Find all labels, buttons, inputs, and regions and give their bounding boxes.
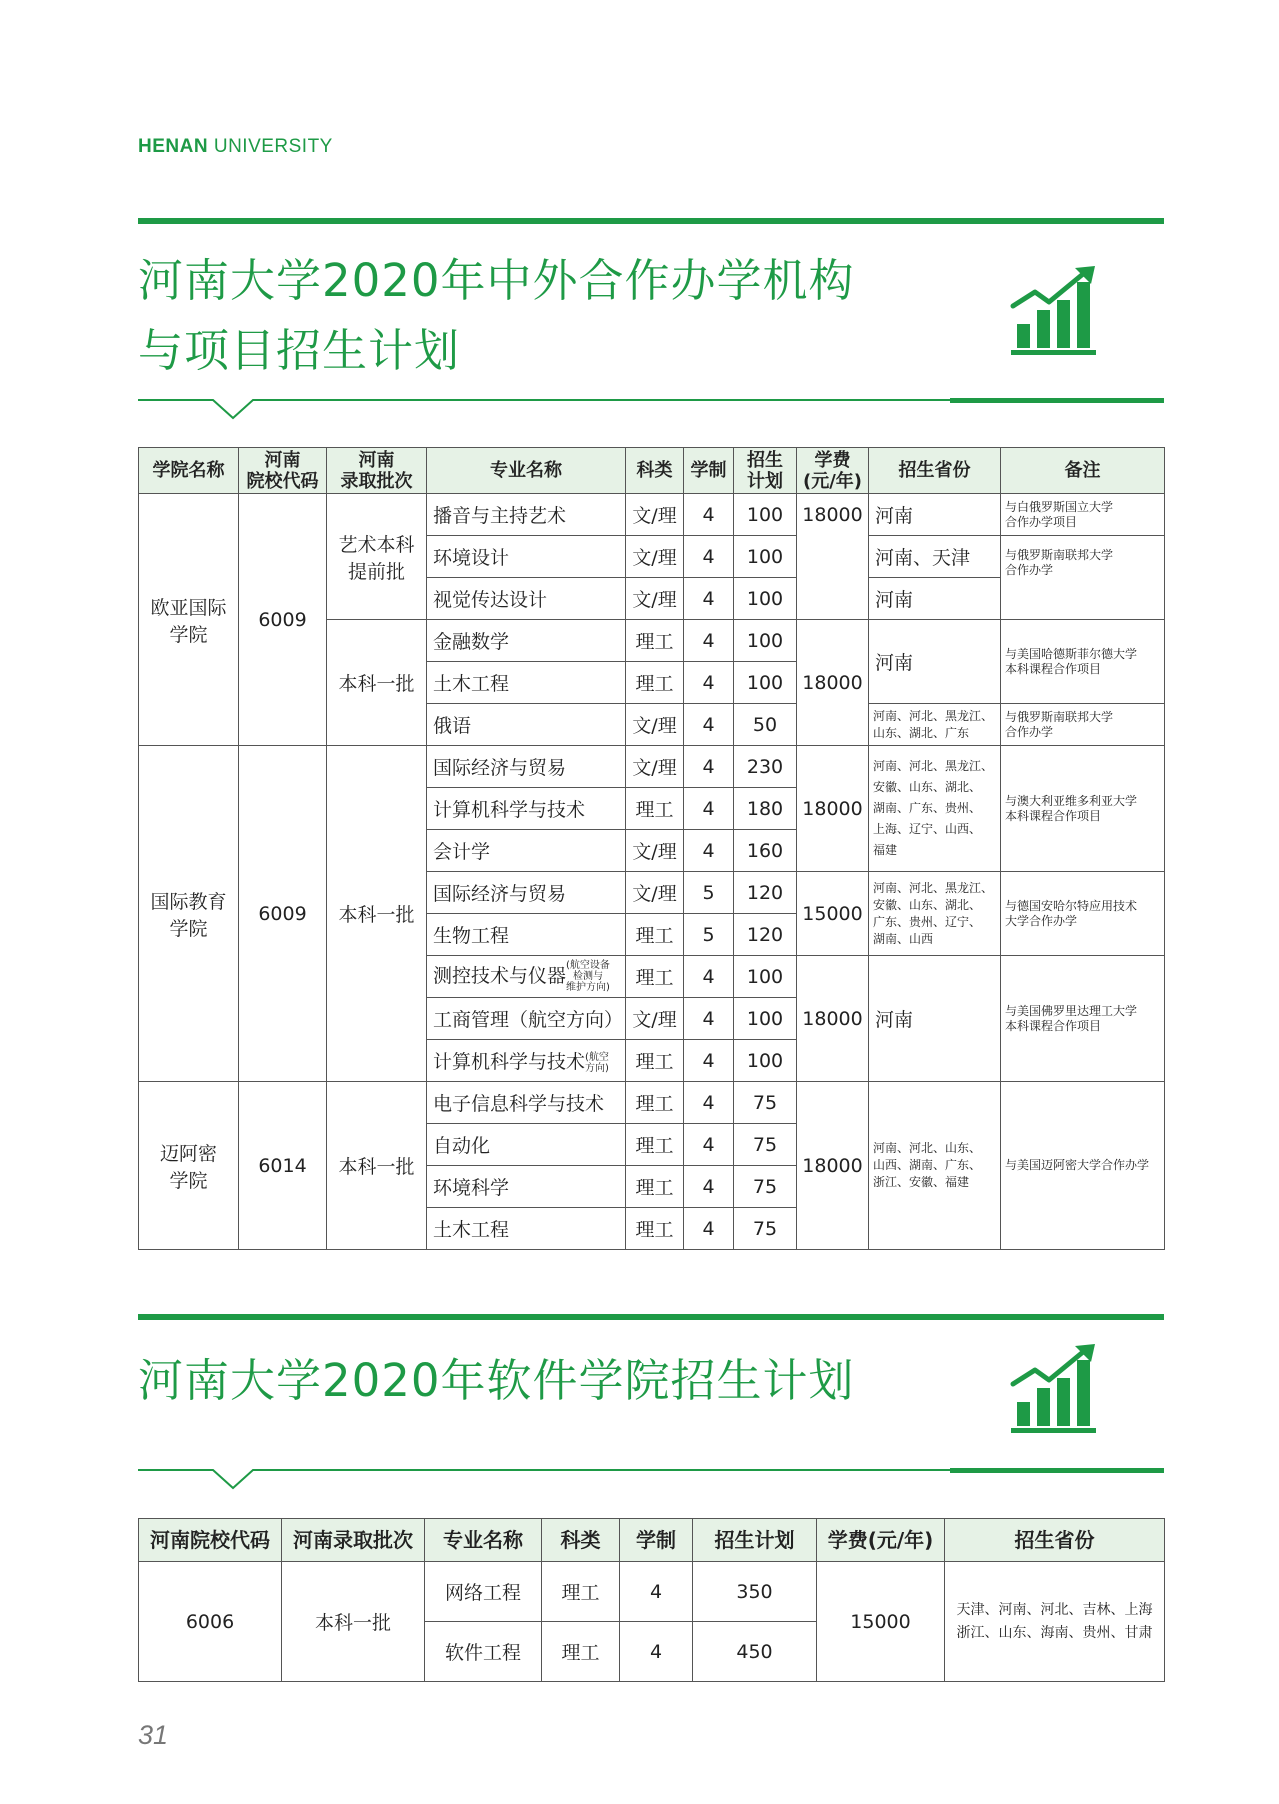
code-cell: 6009 — [239, 494, 327, 746]
section1-top-rule — [138, 218, 1164, 224]
plan-cell: 100 — [734, 998, 797, 1040]
brand-header: HENAN UNIVERSITY — [138, 136, 333, 157]
section1-separator — [138, 396, 1164, 420]
college-cell: 迈阿密 学院 — [139, 1082, 239, 1250]
major-cell: 电子信息科学与技术 — [427, 1082, 626, 1124]
header-plan: 招生 计划 — [734, 448, 797, 494]
province-cell: 河南、河北、黑龙江、 安徽、山东、湖北、 广东、贵州、辽宁、 湖南、山西 — [869, 872, 1001, 956]
major-name: 计算机科学与技术 — [433, 1051, 586, 1073]
table-row — [139, 1082, 1165, 1124]
joint-program-table — [138, 447, 1165, 1250]
header-notes: 备注 — [1001, 448, 1165, 494]
software-college-table — [138, 1518, 1165, 1682]
category-cell: 理工 — [626, 1082, 684, 1124]
header-major: 专业名称 — [427, 448, 626, 494]
header-provinces: 招生省份 — [869, 448, 1001, 494]
section2-top-rule — [138, 1314, 1164, 1320]
category-cell: 文/理 — [626, 494, 684, 536]
major-cell: 视觉传达设计 — [427, 578, 626, 620]
note-cell: 与美国哈德斯菲尔德大学 本科课程合作项目 — [1001, 620, 1165, 704]
category-cell: 理工 — [542, 1622, 620, 1682]
fee-cell: 18000 — [797, 1082, 869, 1250]
fee-cell: 18000 — [797, 956, 869, 1082]
batch-cell: 本科一批 — [327, 746, 427, 1082]
province-cell: 天津、河南、河北、吉林、上海 浙江、山东、海南、贵州、甘肃 — [945, 1562, 1165, 1682]
header-major: 专业名称 — [425, 1519, 542, 1562]
major-cell: 国际经济与贸易 — [427, 746, 626, 788]
duration-cell: 4 — [684, 620, 734, 662]
category-cell: 文/理 — [626, 578, 684, 620]
major-name: 测控技术与仪器 — [433, 965, 567, 987]
plan-cell: 100 — [734, 662, 797, 704]
fee-cell: 18000 — [797, 746, 869, 872]
category-cell: 理工 — [626, 914, 684, 956]
plan-cell: 75 — [734, 1208, 797, 1250]
major-cell: 网络工程 — [425, 1562, 542, 1622]
duration-cell: 5 — [684, 872, 734, 914]
major-cell: 金融数学 — [427, 620, 626, 662]
plan-cell: 100 — [734, 956, 797, 998]
province-cell: 河南、河北、黑龙江、 安徽、山东、湖北、 湖南、广东、贵州、 上海、辽宁、山西、 福建 — [869, 746, 1001, 872]
plan-cell: 100 — [734, 494, 797, 536]
major-cell: 生物工程 — [427, 914, 626, 956]
province-cell: 河南 — [869, 956, 1001, 1082]
duration-cell: 4 — [684, 1040, 734, 1082]
province-cell: 河南 — [869, 620, 1001, 704]
major-cell: 计算机科学与技术 — [427, 788, 626, 830]
province-cell: 河南、天津 — [869, 536, 1001, 578]
major-cell: 会计学 — [427, 830, 626, 872]
header-provinces: 招生省份 — [945, 1519, 1165, 1562]
fee-cell: 18000 — [797, 620, 869, 746]
header-code: 河南 院校代码 — [239, 448, 327, 494]
major-cell: 环境设计 — [427, 536, 626, 578]
category-cell: 理工 — [542, 1562, 620, 1622]
plan-cell: 100 — [734, 620, 797, 662]
duration-cell: 4 — [684, 536, 734, 578]
code-cell: 6006 — [139, 1562, 282, 1682]
major-cell: 土木工程 — [427, 1208, 626, 1250]
batch-cell: 本科一批 — [282, 1562, 425, 1682]
header-plan: 招生计划 — [693, 1519, 817, 1562]
code-cell: 6009 — [239, 746, 327, 1082]
duration-cell: 5 — [684, 914, 734, 956]
note-cell: 与美国佛罗里达理工大学 本科课程合作项目 — [1001, 956, 1165, 1082]
header-batch: 河南 录取批次 — [327, 448, 427, 494]
province-cell: 河南 — [869, 578, 1001, 620]
plan-cell: 100 — [734, 536, 797, 578]
batch-cell: 本科一批 — [327, 1082, 427, 1250]
category-cell: 文/理 — [626, 872, 684, 914]
category-cell: 理工 — [626, 662, 684, 704]
header-fee: 学费 (元/年) — [797, 448, 869, 494]
table-row — [139, 1562, 1165, 1622]
fee-cell: 18000 — [797, 494, 869, 620]
duration-cell: 4 — [684, 1124, 734, 1166]
major-cell: 国际经济与贸易 — [427, 872, 626, 914]
plan-cell: 75 — [734, 1166, 797, 1208]
plan-cell: 100 — [734, 578, 797, 620]
category-cell: 文/理 — [626, 536, 684, 578]
note-cell: 与澳大利亚维多利亚大学 本科课程合作项目 — [1001, 746, 1165, 872]
section2-title: 河南大学2020年软件学院招生计划 — [138, 1354, 855, 1407]
major-cell: 工商管理（航空方向） — [427, 998, 626, 1040]
college-cell: 国际教育 学院 — [139, 746, 239, 1082]
plan-cell: 75 — [734, 1124, 797, 1166]
note-cell: 与美国迈阿密大学合作办学 — [1001, 1082, 1165, 1250]
category-cell: 文/理 — [626, 704, 684, 746]
plan-cell: 230 — [734, 746, 797, 788]
major-cell: 播音与主持艺术 — [427, 494, 626, 536]
duration-cell: 4 — [684, 1166, 734, 1208]
province-cell: 河南 — [869, 494, 1001, 536]
header-category: 科类 — [542, 1519, 620, 1562]
major-note: (航空 方向) — [585, 1051, 609, 1074]
header-duration: 学制 — [684, 448, 734, 494]
category-cell: 理工 — [626, 620, 684, 662]
duration-cell: 4 — [620, 1562, 693, 1622]
header-batch: 河南录取批次 — [282, 1519, 425, 1562]
header-category: 科类 — [626, 448, 684, 494]
header-code: 河南院校代码 — [139, 1519, 282, 1562]
province-cell: 河南、河北、山东、 山西、湖南、广东、 浙江、安徽、福建 — [869, 1082, 1001, 1250]
fee-cell: 15000 — [817, 1562, 945, 1682]
plan-cell: 120 — [734, 872, 797, 914]
growth-chart-icon — [1005, 1340, 1105, 1440]
section1-title-line2: 与项目招生计划 — [138, 324, 461, 377]
plan-cell: 50 — [734, 704, 797, 746]
section1-title-line1: 河南大学2020年中外合作办学机构 — [138, 254, 855, 307]
category-cell: 文/理 — [626, 830, 684, 872]
major-cell: 土木工程 — [427, 662, 626, 704]
major-cell — [427, 956, 626, 998]
major-cell: 软件工程 — [425, 1622, 542, 1682]
header-fee: 学费(元/年) — [817, 1519, 945, 1562]
plan-cell: 75 — [734, 1082, 797, 1124]
category-cell: 文/理 — [626, 998, 684, 1040]
duration-cell: 4 — [684, 746, 734, 788]
category-cell: 理工 — [626, 1208, 684, 1250]
category-cell: 理工 — [626, 1040, 684, 1082]
category-cell: 理工 — [626, 1166, 684, 1208]
note-cell: 与俄罗斯南联邦大学 合作办学 — [1001, 536, 1165, 620]
category-cell: 理工 — [626, 956, 684, 998]
duration-cell: 4 — [684, 956, 734, 998]
duration-cell: 4 — [684, 830, 734, 872]
major-note: (航空设备 检测与 维护方向) — [566, 960, 610, 993]
major-cell — [427, 1040, 626, 1082]
plan-cell: 120 — [734, 914, 797, 956]
note-cell: 与俄罗斯南联邦大学 合作办学 — [1001, 704, 1165, 746]
college-cell: 欧亚国际 学院 — [139, 494, 239, 746]
major-cell: 自动化 — [427, 1124, 626, 1166]
category-cell: 理工 — [626, 1124, 684, 1166]
major-cell: 环境科学 — [427, 1166, 626, 1208]
batch-cell: 艺术本科 提前批 — [327, 494, 427, 620]
plan-cell: 100 — [734, 1040, 797, 1082]
section2-separator — [138, 1466, 1164, 1490]
plan-cell: 350 — [693, 1562, 817, 1622]
plan-cell: 180 — [734, 788, 797, 830]
major-cell: 俄语 — [427, 704, 626, 746]
page-number: 31 — [138, 1720, 169, 1750]
duration-cell: 4 — [684, 662, 734, 704]
batch-cell: 本科一批 — [327, 620, 427, 746]
duration-cell: 4 — [684, 1082, 734, 1124]
province-cell: 河南、河北、黑龙江、 山东、湖北、广东 — [869, 704, 1001, 746]
plan-cell: 160 — [734, 830, 797, 872]
duration-cell: 4 — [684, 1208, 734, 1250]
note-cell: 与德国安哈尔特应用技术 大学合作办学 — [1001, 872, 1165, 956]
duration-cell: 4 — [684, 578, 734, 620]
duration-cell: 4 — [684, 494, 734, 536]
plan-cell: 450 — [693, 1622, 817, 1682]
header-duration: 学制 — [620, 1519, 693, 1562]
table-row — [139, 746, 1165, 788]
duration-cell: 4 — [684, 788, 734, 830]
duration-cell: 4 — [620, 1622, 693, 1682]
category-cell: 理工 — [626, 788, 684, 830]
table-row — [139, 494, 1165, 536]
growth-chart-icon — [1005, 262, 1105, 362]
fee-cell: 15000 — [797, 872, 869, 956]
note-cell: 与白俄罗斯国立大学 合作办学项目 — [1001, 494, 1165, 536]
code-cell: 6014 — [239, 1082, 327, 1250]
header-college: 学院名称 — [139, 448, 239, 494]
duration-cell: 4 — [684, 998, 734, 1040]
category-cell: 文/理 — [626, 746, 684, 788]
duration-cell: 4 — [684, 704, 734, 746]
